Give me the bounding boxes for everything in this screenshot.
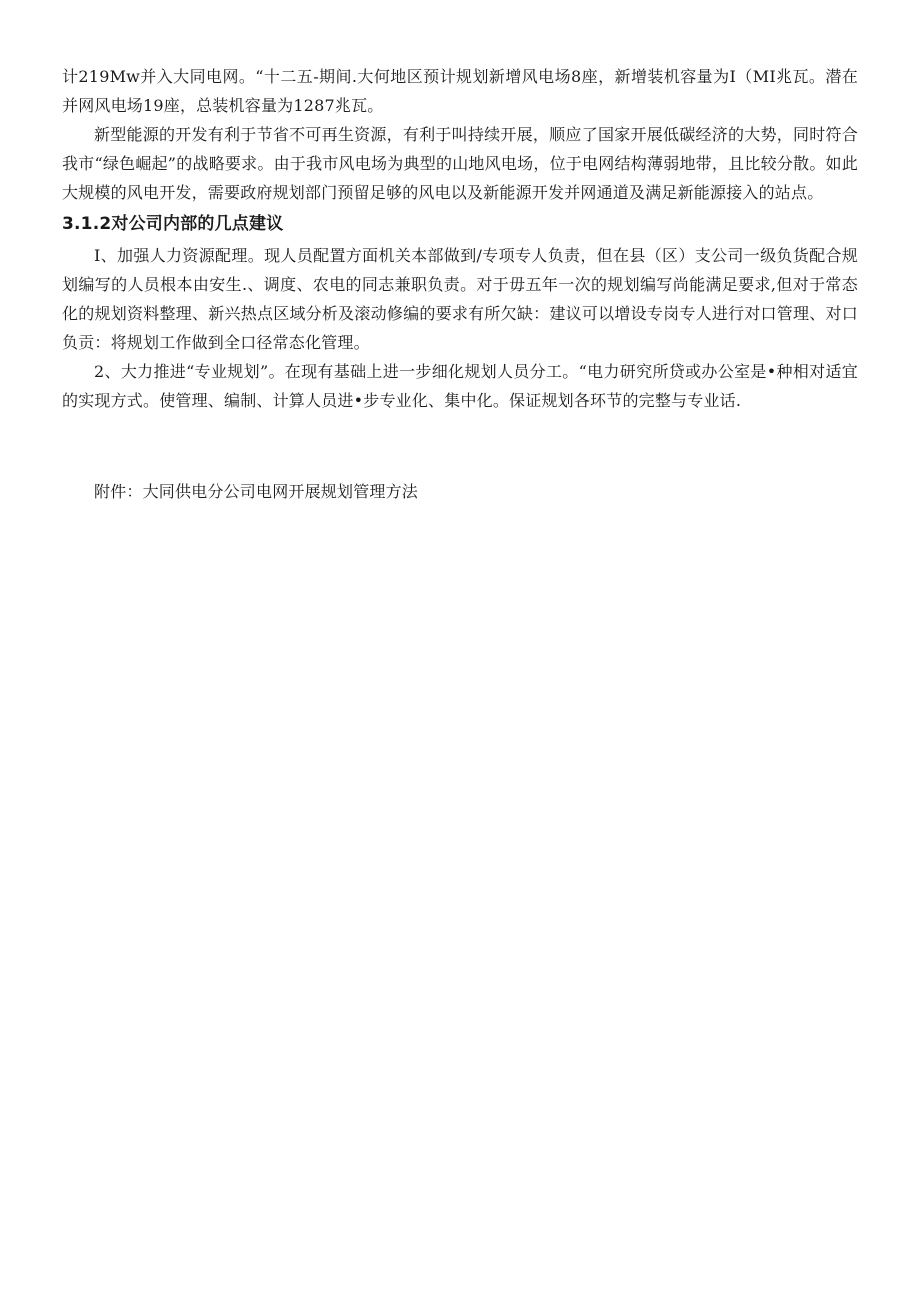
paragraph-wind-capacity: 计219Mw并入大同电网。“十二五-期间.大何地区预计规划新增风电场8座，新增装机容量为I（MI兆瓦。潜在并网风电场19座，总装机容量为1287兆瓦。 (62, 67, 858, 115)
attachment-note: 附件：大同供电分公司电网开展规划管理方法 (94, 482, 419, 501)
paragraph-suggestion-1: I、加强人力资源配理。现人员配置方面机关本部做到/专项专人负责，但在县（区）支公司一级负货配合规划编写的人员根本由安生.、调度、农电的同志兼职负责。对于毋五年一次的规划编写尚能满足要求,但对于常态化的规划资料整理、新兴热点区域分析及滚动修编的要求有所欠缺：建议可以增设专岗专人进行对口管理、对口负贡：将规划工作做到全口径常态化管理。 (62, 246, 858, 352)
document-page (62, 62, 858, 506)
section-heading: 3.1.2对公司内部的几点建议 (62, 214, 284, 234)
paragraph-suggestion-2: 2、大力推进“专业规划”。在现有基础上进一步细化规划人员分工。“电力研究所贷或办公室是•种相对适宜的实现方式。使管理、编制、计算人员进•步专业化、集中化。保证规划各环节的完整与专业话. (62, 362, 858, 410)
paragraph-new-energy: 新型能源的开发有利于节省不可再生资源，有利于叫持续开展，顺应了国家开展低碳经济的大势，同时符合我市“绿色崛起”的战略要求。由于我市风电场为典型的山地风电场，位于电网结构薄弱地带，且比较分散。如此大规模的风电开发，需要政府规划部门预留足够的风电以及新能源开发并网通道及满足新能源接入的站点。 (62, 125, 858, 202)
